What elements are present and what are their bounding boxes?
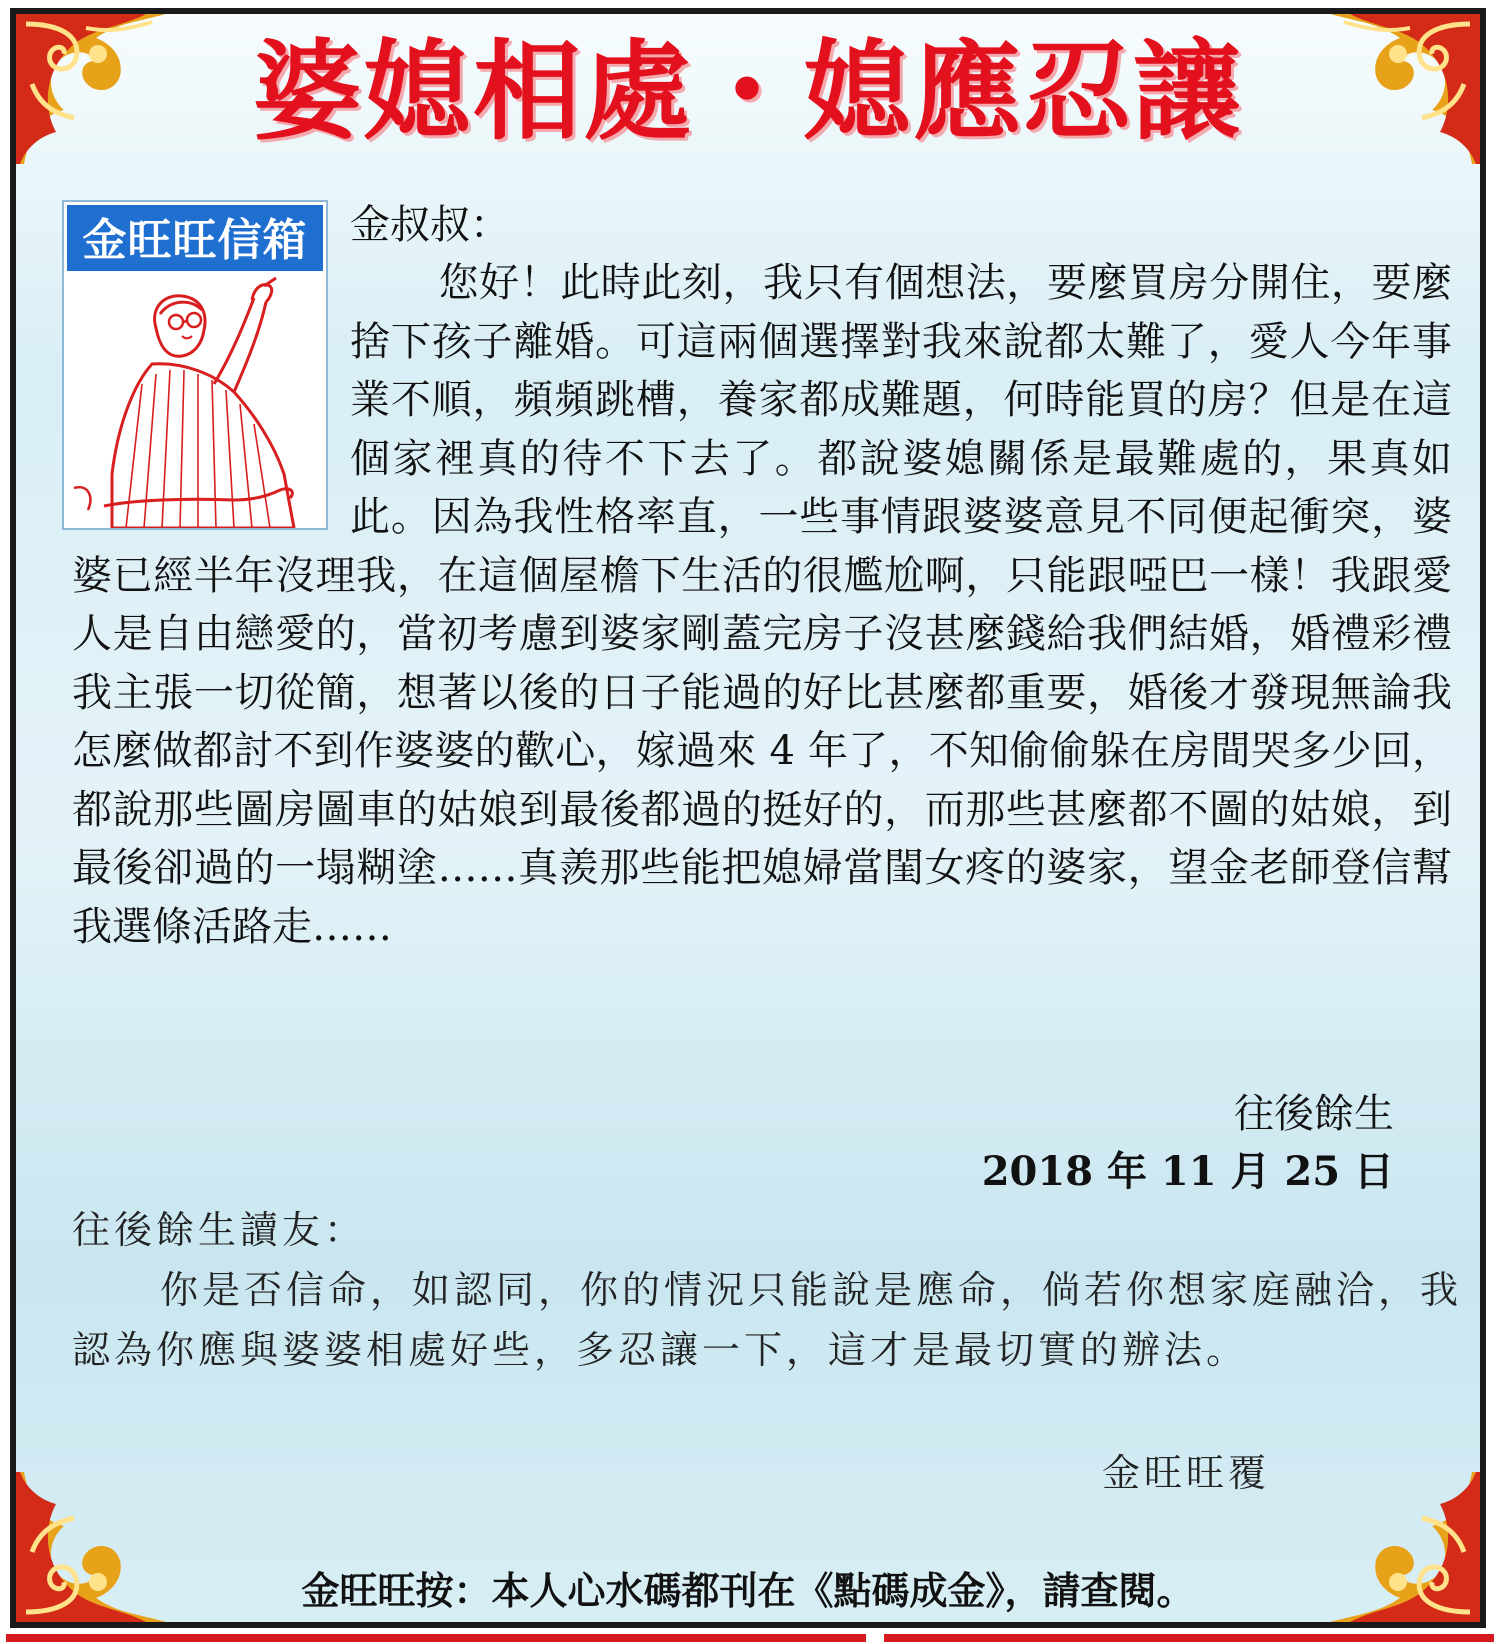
- ornament-corner-icon: [16, 14, 166, 164]
- reply-salutation: 往後餘生讀友：: [72, 1208, 367, 1252]
- article-frame: [10, 8, 1486, 1628]
- letter-date: 2018 年 11 月 25 日: [981, 1148, 1394, 1195]
- reply-text: 你是否信命，如認同，你的情況只能說是應命，倘若你想家庭融洽，我認為你應與婆婆相處好些，多忍讓一下，這才是最切實的辦法。: [72, 1268, 1463, 1372]
- badge-spacer: [72, 254, 350, 546]
- editor-note: 金旺旺按：本人心水碼都刊在《點碼成金》，請查閱。: [301, 1569, 1195, 1613]
- letter-body: [72, 254, 1452, 956]
- mailbox-label: 金旺旺信箱: [64, 202, 326, 274]
- divider: [884, 1634, 1494, 1642]
- letter-signoff: 往後餘生: [1234, 1091, 1394, 1137]
- reply-body: [72, 1260, 1462, 1380]
- ornament-corner-icon: [1330, 14, 1480, 164]
- letter-salutation: 金叔叔：: [350, 202, 510, 248]
- reply-signoff: 金旺旺覆: [1101, 1451, 1270, 1495]
- headline: 婆媳相處・媳應忍讓: [252, 30, 1243, 155]
- divider: [6, 1634, 866, 1642]
- letter-text: 您好！此時此刻，我只有個想法，要麼買房分開住，要麼捨下孩子離婚。可這兩個選擇對我來說都太難了，愛人今年事業不順，頻頻跳槽，養家都成難題，何時能買的房？但是在這個家裡真的待不下去了。都說婆媳關係是最難處的，果真如此。因為我性格率直，一些事情跟婆婆意見不同便起衝突，婆婆已經半年沒理我，在這個屋檐下生活的很尷尬啊，只能跟啞巴一樣！我跟愛人是自由戀愛的，當初考慮到婆家剛蓋完房子沒甚麼錢給我們結婚，婚禮彩禮我主張一切從簡，想著以後的日子能過的好比甚麼都重要，婚後才發現無論我怎麼做都討不到作婆婆的歡心，嫁過來 4 年了，不知偷偷躲在房間哭多少回，都說那些圖房圖車的姑娘到最後都過的挺好的，而那些甚麼都不圖的姑娘，到最後卻過的一塌糊塗……真羨那些能把媳婦當閨女疼的婆家，望金老師登信幫我選條活路走……: [72, 260, 1452, 950]
